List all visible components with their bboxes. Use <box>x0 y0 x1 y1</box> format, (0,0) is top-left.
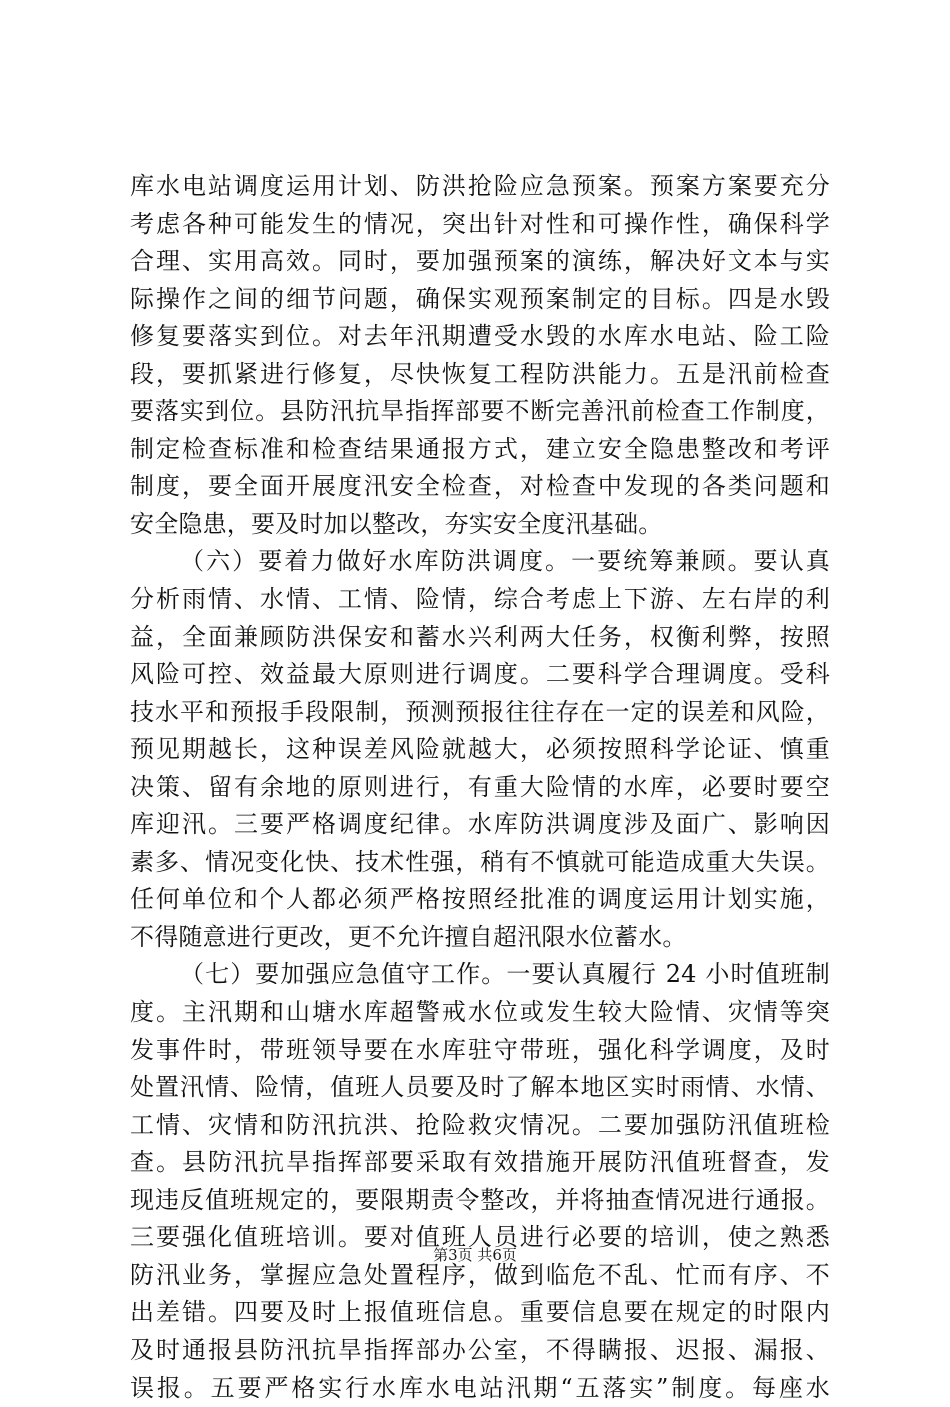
text-line: 任何单位和个人都必须严格按照经批准的调度运用计划实施， <box>130 881 830 919</box>
text-line: 安全隐患，要及时加以整改，夯实安全度汛基础。 <box>130 506 830 544</box>
text-line: 误报。五要严格实行水库水电站汛期“五落实”制度。每座水 <box>130 1370 830 1407</box>
text-line: 库迎汛。三要严格调度纪律。水库防洪调度涉及面广、影响因 <box>130 806 830 844</box>
text-line: 素多、情况变化快、技术性强，稍有不慎就可能造成重大失误。 <box>130 844 830 882</box>
text-line: 发事件时，带班领导要在水库驻守带班，强化科学调度，及时 <box>130 1032 830 1070</box>
text-line: 及时通报县防汛抗旱指挥部办公室，不得瞒报、迟报、漏报、 <box>130 1332 830 1370</box>
page-footer: 第3页 共6页 <box>0 1244 950 1265</box>
body-text <box>130 168 830 1407</box>
text-line: 技水平和预报手段限制，预测预报往往存在一定的误差和风险， <box>130 694 830 732</box>
paragraph-start-line: （六）要着力做好水库防洪调度。一要统筹兼顾。要认真 <box>130 543 830 581</box>
text-line: 不得随意进行更改，更不允许擅自超汛限水位蓄水。 <box>130 919 830 957</box>
text-line: 风险可控、效益最大原则进行调度。二要科学合理调度。受科 <box>130 656 830 694</box>
text-line: 查。县防汛抗旱指挥部要采取有效措施开展防汛值班督查，发 <box>130 1144 830 1182</box>
text-line: 考虑各种可能发生的情况，突出针对性和可操作性，确保科学 <box>130 206 830 244</box>
paragraph-start-line: （七）要加强应急值守工作。一要认真履行 24 小时值班制 <box>130 956 830 994</box>
text-line: 际操作之间的细节问题，确保实观预案制定的目标。四是水毁 <box>130 281 830 319</box>
text-line: 要落实到位。县防汛抗旱指挥部要不断完善汛前检查工作制度， <box>130 393 830 431</box>
text-line: 分析雨情、水情、工情、险情，综合考虑上下游、左右岸的利 <box>130 581 830 619</box>
text-line: 现违反值班规定的，要限期责令整改，并将抽查情况进行通报。 <box>130 1182 830 1220</box>
text-line: 三要强化值班培训。要对值班人员进行必要的培训，使之熟悉 <box>130 1219 830 1257</box>
text-line: 益，全面兼顾防洪保安和蓄水兴利两大任务，权衡利弊，按照 <box>130 619 830 657</box>
text-line: 修复要落实到位。对去年汛期遭受水毁的水库水电站、险工险 <box>130 318 830 356</box>
text-line: 段，要抓紧进行修复，尽快恢复工程防洪能力。五是汛前检查 <box>130 356 830 394</box>
text-line: 度。主汛期和山塘水库超警戒水位或发生较大险情、灾情等突 <box>130 994 830 1032</box>
text-line: 防汛业务，掌握应急处置程序，做到临危不乱、忙而有序、不 <box>130 1257 830 1295</box>
text-line: 制定检查标准和检查结果通报方式，建立安全隐患整改和考评 <box>130 431 830 469</box>
text-line: 制度，要全面开展度汛安全检查，对检查中发现的各类问题和 <box>130 468 830 506</box>
text-line: 合理、实用高效。同时，要加强预案的演练，解决好文本与实 <box>130 243 830 281</box>
text-line: 出差错。四要及时上报值班信息。重要信息要在规定的时限内 <box>130 1294 830 1332</box>
text-line: 库水电站调度运用计划、防洪抢险应急预案。预案方案要充分 <box>130 168 830 206</box>
text-line: 处置汛情、险情，值班人员要及时了解本地区实时雨情、水情、 <box>130 1069 830 1107</box>
text-line: 决策、留有余地的原则进行，有重大险情的水库，必要时要空 <box>130 769 830 807</box>
text-line: 预见期越长，这种误差风险就越大，必须按照科学论证、慎重 <box>130 731 830 769</box>
text-line: 工情、灾情和防汛抗洪、抢险救灾情况。二要加强防汛值班检 <box>130 1107 830 1145</box>
